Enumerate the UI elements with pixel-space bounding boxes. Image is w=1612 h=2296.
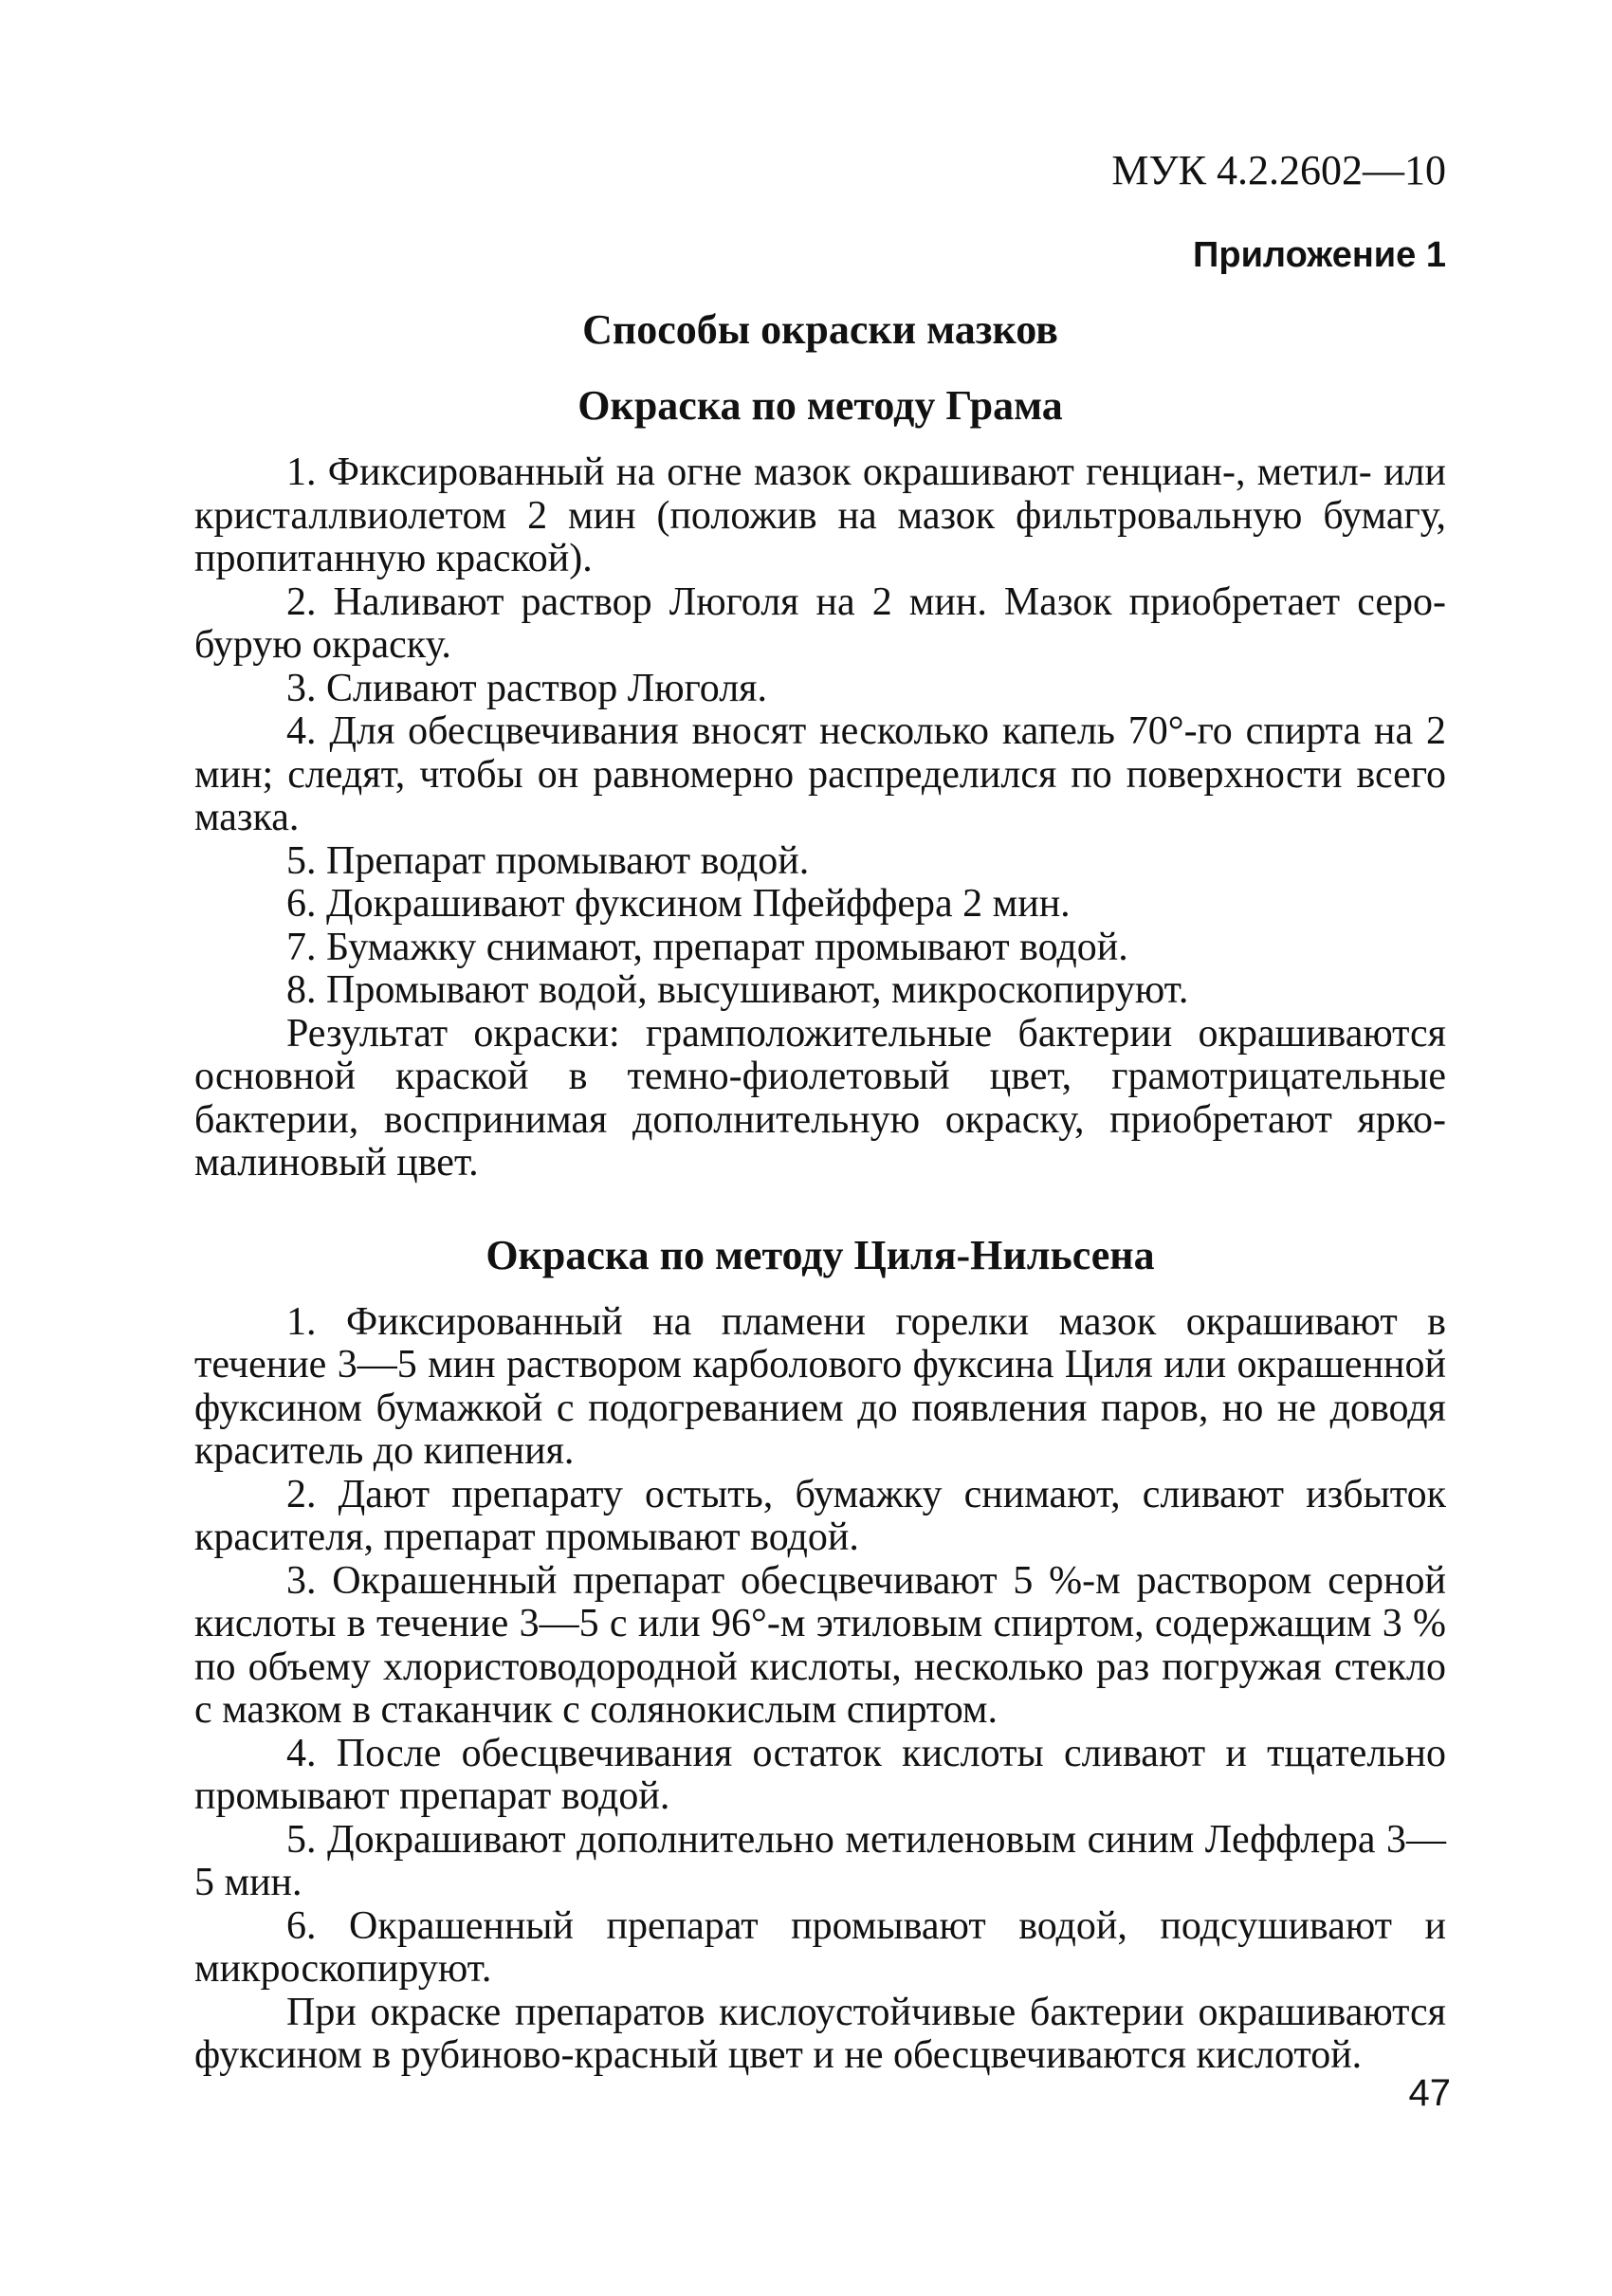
section-heading: Окраска по методу Грама (577, 382, 1063, 429)
document-page (194, 142, 1446, 2078)
appendix-label: Приложение 1 (1193, 235, 1446, 275)
paragraph: 7. Бумажку снимают, препарат промывают водой. (286, 925, 1128, 969)
paragraph: 5. Докрашивают дополнительно метиленовым синим Леффлера 3—5 мин. (194, 1817, 1446, 1904)
paragraph: 2. Дают препарату остыть, бумажку снимают, сливают избыток красителя, препарат промывают водой. (194, 1472, 1446, 1559)
paragraph: 4. Для обесцвечивания вносят несколько капель 70°-го спирта на 2 мин; следят, чтобы он равномерно распределился по поверхности всего мазка. (194, 709, 1446, 839)
paragraph: 6. Окрашенный препарат промывают водой, подсушивают и микроскопируют. (194, 1903, 1446, 1991)
paragraph: 8. Промывают водой, высушивают, микроскопируют. (286, 968, 1189, 1012)
section-ziehl-neelsen (194, 1227, 1446, 2078)
paragraph: 1. Фиксированный на огне мазок окрашивают генциан-, метил- или кристаллвиолетом 2 мин (положив на мазок фильтровальную бумагу, пропитанную краской). (194, 450, 1446, 580)
paragraph: 6. Докрашивают фуксином Пфейффера 2 мин. (286, 882, 1071, 926)
paragraph: 4. После обесцвечивания остаток кислоты сливают и тщательно промывают препарат водой. (194, 1731, 1446, 1818)
page-title: Способы окраски мазков (582, 306, 1058, 353)
paragraph: При окраске препаратов кислоустойчивые бактерии окрашиваются фуксином в рубиново-красный цвет и не обесцвечиваются кислотой. (194, 1990, 1446, 2077)
paragraph: 3. Сливают раствор Люголя. (286, 666, 767, 710)
paragraph: 2. Наливают раствор Люголя на 2 мин. Мазок приобретает серо-бурую окраску. (194, 579, 1446, 667)
document-code: МУК 4.2.2602—10 (1111, 147, 1446, 193)
paragraph: 5. Препарат промывают водой. (286, 838, 810, 883)
section-heading: Окраска по методу Циля-Нильсена (485, 1231, 1155, 1278)
page-number: 47 (1408, 2072, 1451, 2114)
paragraph: Результат окраски: грамположительные бактерии окрашиваются основной краской в темно-фиолетовый цвет, грамотрицательные бактерии, воспринимая дополнительную окраску, приобретают ярко-малиновый цвет. (194, 1011, 1446, 1185)
paragraph: 3. Окрашенный препарат обесцвечивают 5 %-м раствором серной кислоты в течение 3—5 с или 96°-м этиловым спиртом, содержащим 3 % по объему хлористоводородной кислоты, несколько раз погружая стекло с мазком в стаканчик с солянокислым спиртом. (194, 1558, 1446, 1732)
section-gram (194, 377, 1446, 1185)
paragraph: 1. Фиксированный на пламени горелки мазок окрашивают в течение 3—5 мин раствором карболового фуксина Циля или окрашенной фуксином бумажкой с подогреванием до появления паров, но не доводя краситель до кипения. (194, 1299, 1446, 1473)
